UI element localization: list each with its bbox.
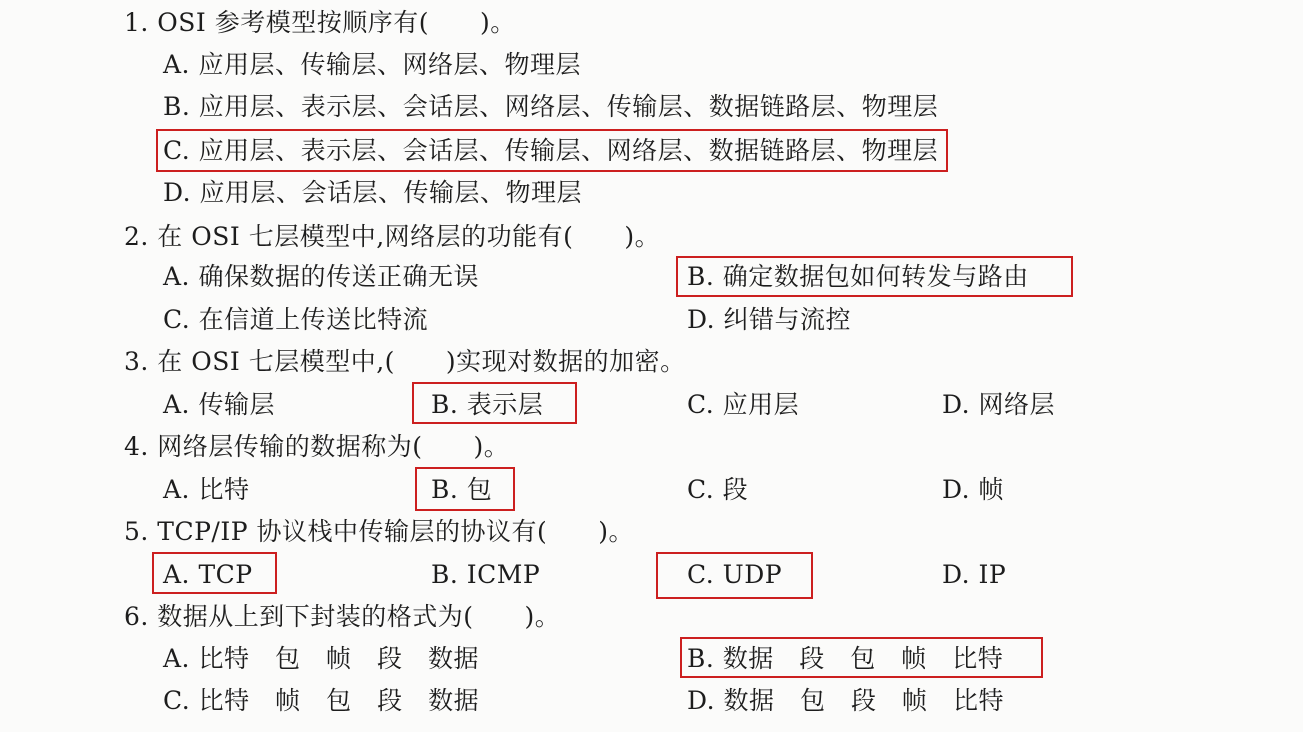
answer-highlight-q5-c: [656, 552, 813, 599]
question-3-option-b: B. 表示层: [431, 390, 544, 419]
question-5-option-a: A. TCP: [163, 560, 253, 589]
question-3-option-d: D. 网络层: [942, 390, 1056, 419]
question-6-stem: 6. 数据从上到下封装的格式为( )。: [124, 602, 561, 631]
question-4-option-a: A. 比特: [163, 475, 250, 504]
question-4-option-c: C. 段: [687, 475, 749, 504]
question-1-option-d: D. 应用层、会话层、传输层、物理层: [163, 178, 583, 207]
question-6-option-b: B. 数据 段 包 帧 比特: [687, 644, 1004, 673]
answer-highlight-q3: [412, 382, 577, 424]
question-4-option-d: D. 帧: [942, 475, 1005, 504]
question-6-option-c: C. 比特 帧 包 段 数据: [163, 686, 480, 715]
question-1-stem: 1. OSI 参考模型按顺序有( )。: [124, 8, 516, 37]
question-2-option-a: A. 确保数据的传送正确无误: [163, 262, 479, 291]
question-1-option-a: A. 应用层、传输层、网络层、物理层: [163, 50, 581, 79]
question-3-stem: 3. 在 OSI 七层模型中,( )实现对数据的加密。: [124, 347, 686, 376]
question-2-stem: 2. 在 OSI 七层模型中,网络层的功能有( )。: [124, 222, 661, 251]
question-5-option-b: B. ICMP: [431, 560, 541, 589]
question-3-option-a: A. 传输层: [163, 390, 275, 419]
question-6-option-d: D. 数据 包 段 帧 比特: [687, 686, 1005, 715]
answer-highlight-q6: [680, 637, 1043, 678]
question-5-option-d: D. IP: [942, 560, 1007, 589]
question-4-stem: 4. 网络层传输的数据称为( )。: [124, 432, 510, 461]
answer-highlight-q1: [156, 129, 948, 172]
question-5-option-c: C. UDP: [687, 560, 783, 589]
question-6-option-a: A. 比特 包 帧 段 数据: [163, 644, 479, 673]
answer-highlight-q4: [415, 467, 515, 511]
question-2-option-d: D. 纠错与流控: [687, 305, 852, 334]
question-2-option-c: C. 在信道上传送比特流: [163, 305, 429, 334]
answer-highlight-q5-a: [152, 552, 277, 594]
answer-highlight-q2: [676, 256, 1073, 297]
question-4-option-b: B. 包: [431, 475, 493, 504]
question-2-option-b: B. 确定数据包如何转发与路由: [687, 262, 1029, 291]
question-3-option-c: C. 应用层: [687, 390, 800, 419]
question-1-option-b: B. 应用层、表示层、会话层、网络层、传输层、数据链路层、物理层: [163, 92, 939, 121]
question-5-stem: 5. TCP/IP 协议栈中传输层的协议有( )。: [124, 517, 634, 546]
question-1-option-c: C. 应用层、表示层、会话层、传输层、网络层、数据链路层、物理层: [163, 136, 939, 165]
